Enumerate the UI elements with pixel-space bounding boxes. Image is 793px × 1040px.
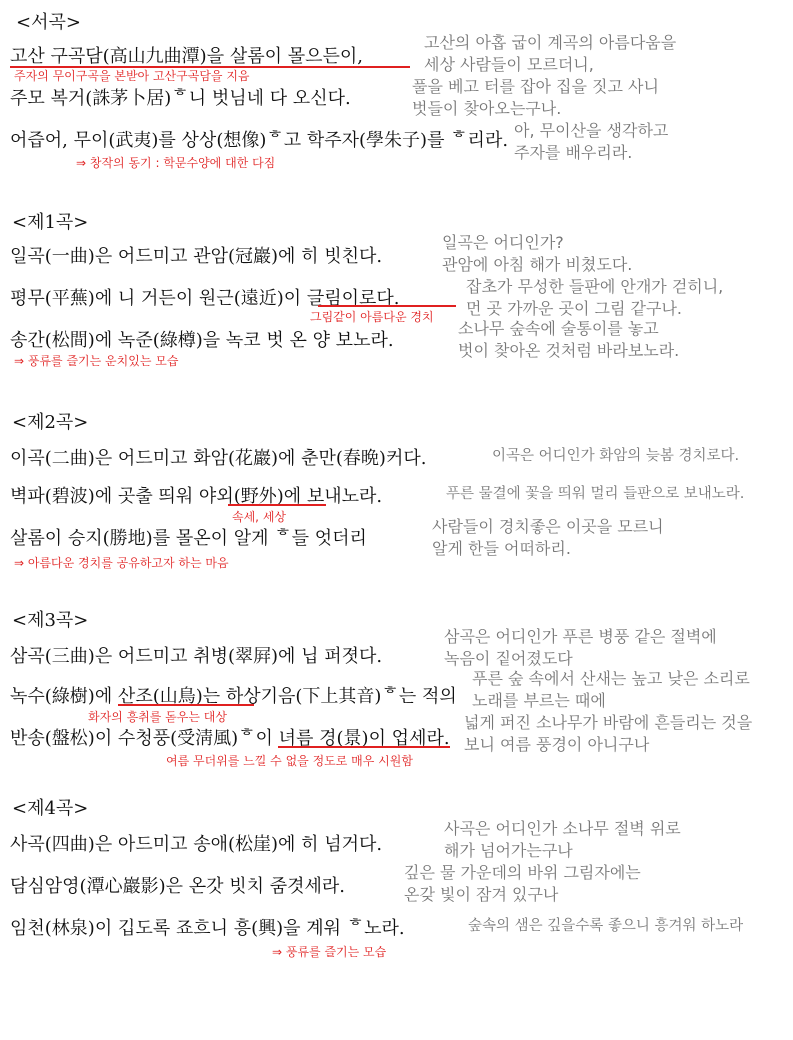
- underline-1-2: [318, 305, 456, 307]
- section-title-2: <제2곡>: [12, 412, 89, 433]
- poem-line-3-1: 삼곡(三曲)은 어드미고 취병(翠屛)에 닙 퍼졋다.: [10, 646, 383, 667]
- note-4-1: ⇒ 풍류를 즐기는 모습: [272, 945, 387, 959]
- note-1-2: ⇒ 풍류를 즐기는 운치있는 모습: [14, 354, 179, 368]
- translation-prelude-1: 고산의 아홉 굽이 계곡의 아름다움을 세상 사람들이 모르더니,: [424, 33, 677, 74]
- note-prelude-1: 주자의 무이구곡을 본받아 고산구곡담을 지음: [14, 69, 250, 83]
- poem-line-2-1: 이곡(二曲)은 어드미고 화암(花巖)에 춘만(春晩)커다.: [10, 448, 427, 469]
- translation-4-3: 숲속의 샘은 깊을수록 좋으니 흥겨워 하노라: [468, 918, 744, 934]
- translation-3-2: 푸른 숲 속에서 산새는 높고 낮은 소리로 노래를 부르는 때에: [472, 669, 750, 710]
- poem-line-1-1: 일곡(一曲)은 어드미고 관암(冠巖)에 히 빗친다.: [10, 246, 383, 267]
- translation-2-3: 사람들이 경치좋은 이곳을 모르니 알게 한들 어떠하리.: [432, 517, 664, 558]
- poem-line-4-1: 사곡(四曲)은 아드미고 송애(松崖)에 히 넘거다.: [10, 834, 383, 855]
- poem-line-prelude-2: 주모 복거(誅茅卜居)ᄒ니 벗님네 다 오신다.: [10, 88, 351, 109]
- translation-3-3: 넓게 퍼진 소나무가 바람에 흔들리는 것을 보니 여름 풍경이 아니구나: [464, 713, 753, 754]
- translation-2-1: 이곡은 어디인가 화암의 늦봄 경치로다.: [492, 448, 740, 464]
- translation-4-2: 깊은 물 가운데의 바위 그림자에는 온갖 빛이 잠겨 있구나: [404, 863, 641, 904]
- section-title-prelude: <서곡>: [16, 12, 81, 33]
- translation-1-3: 소나무 숲속에 술통이를 놓고 벗이 찾아온 것처럼 바라보노라.: [458, 319, 680, 360]
- poem-line-4-2: 담심암영(潭心巖影)은 온갓 빗치 줌겻세라.: [10, 876, 345, 897]
- note-3-2: 여름 무더위를 느낄 수 없을 정도로 매우 시원함: [166, 754, 413, 768]
- note-2-2: ⇒ 아름다운 경치를 공유하고자 하는 마음: [14, 556, 229, 570]
- translation-1-2: 잡초가 무성한 들판에 안개가 걷히니, 먼 곳 가까운 곳이 그림 같구나.: [466, 277, 724, 318]
- note-prelude-2: ⇒ 창작의 동기 : 학문수양에 대한 다짐: [76, 156, 276, 170]
- note-2-1: 속세, 세상: [232, 510, 286, 524]
- underline-3-2: [118, 704, 254, 706]
- underline-3-3: [278, 746, 450, 748]
- poem-line-2-3: 살롬이 승지(勝地)를 몰온이 알게 ᄒ들 엇더리: [10, 528, 367, 549]
- translation-prelude-3: 아, 무이산을 생각하고 주자를 배우리라.: [514, 121, 669, 162]
- translation-4-1: 사곡은 어디인가 소나무 절벽 위로 해가 넘어가는구나: [444, 819, 681, 860]
- section-title-1: <제1곡>: [12, 212, 89, 233]
- poem-line-prelude-1: 고산 구곡담(高山九曲潭)을 살롬이 몰으든이,: [10, 46, 363, 67]
- poem-line-prelude-3: 어즙어, 무이(武夷)를 상상(想像)ᄒ고 학주자(學朱子)를 ᄒ리라.: [10, 130, 509, 151]
- poem-line-1-3: 송간(松間)에 녹준(綠樽)을 녹코 벗 온 양 보노라.: [10, 330, 394, 351]
- poem-line-3-3: 반송(盤松)이 수청풍(受淸風)ᄒ이 녀름 경(景)이 업세라.: [10, 728, 450, 749]
- note-3-1: 화자의 흥취를 돋우는 대상: [88, 710, 227, 724]
- translation-prelude-2: 풀을 베고 터를 잡아 집을 짓고 사니 벗들이 찾아오는구나.: [412, 77, 659, 118]
- underline-2-2: [228, 504, 326, 506]
- translation-2-2: 푸른 물결에 꽃을 띄워 멀리 들판으로 보내노라.: [446, 486, 745, 502]
- poem-line-2-2: 벽파(碧波)에 곳출 띄워 야외(野外)에 보내노라.: [10, 486, 383, 507]
- section-title-4: <제4곡>: [12, 798, 89, 819]
- note-1-1: 그림같이 아름다운 경치: [310, 310, 434, 324]
- poem-line-1-2: 평무(平蕪)에 니 거든이 원근(遠近)이 글림이로다.: [10, 288, 400, 309]
- poem-line-3-2: 녹수(綠樹)에 산조(山鳥)는 하상기음(下上其音)ᄒ는 적의: [10, 686, 457, 707]
- poem-line-4-3: 임천(林泉)이 깁도록 죠흐니 흥(興)을 계워 ᄒ노라.: [10, 918, 405, 939]
- translation-1-1: 일곡은 어디인가? 관암에 아침 해가 비쳤도다.: [442, 233, 633, 274]
- section-title-3: <제3곡>: [12, 610, 89, 631]
- translation-3-1: 삼곡은 어디인가 푸른 병풍 같은 절벽에 녹음이 짙어졌도다: [444, 627, 717, 668]
